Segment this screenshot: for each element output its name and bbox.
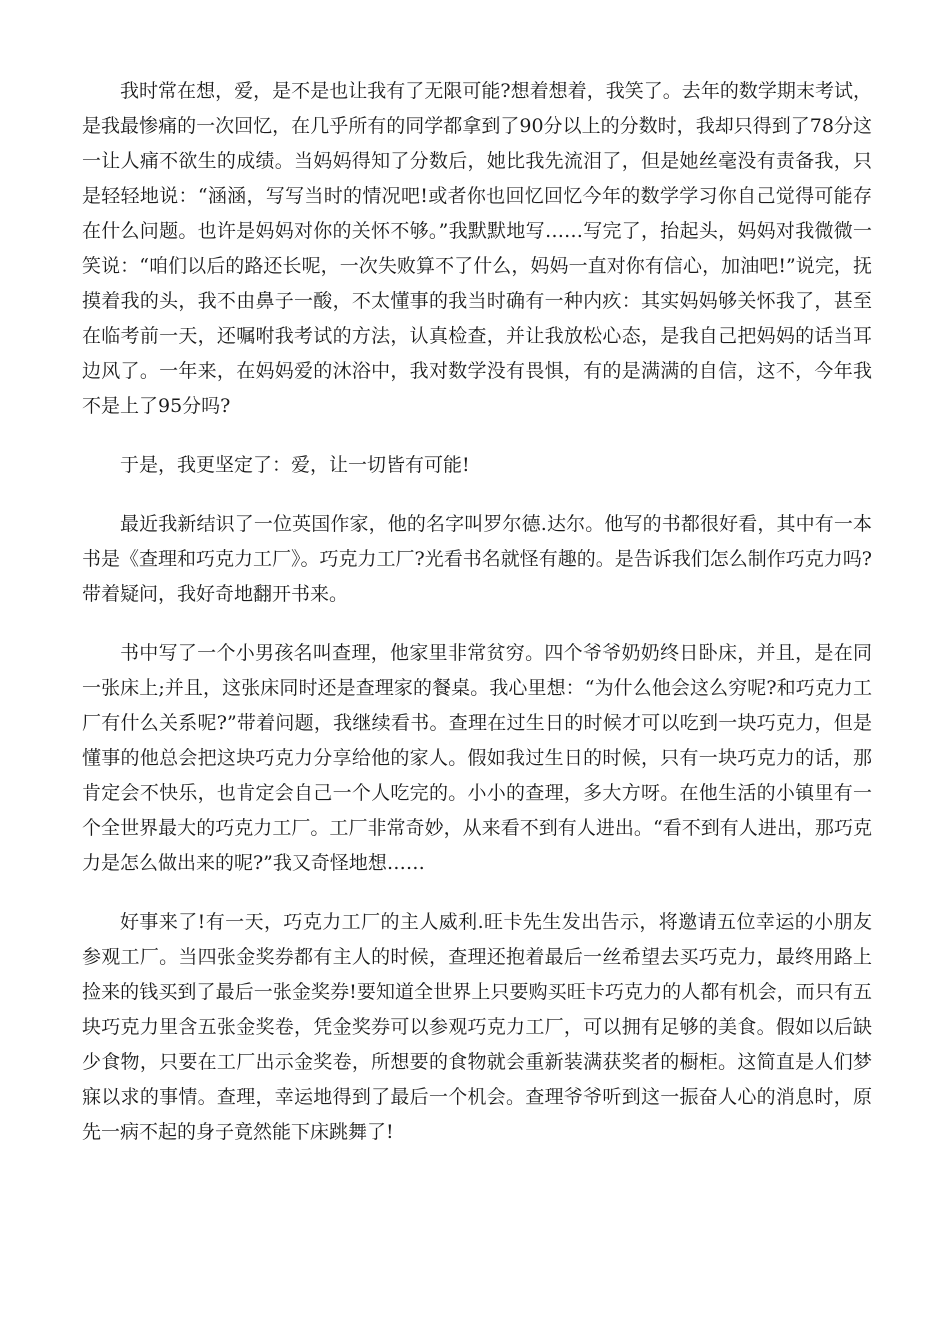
paragraph-math-exam: 我时常在想，爱，是不是也让我有了无限可能?想着想着，我笑了。去年的数学期末考试，是我最惨痛的一次回忆，在几乎所有的同学都拿到了90分以上的分数时，我却只得到了78分这一让人痛不欲生的成绩。当妈妈得知了分数后，她比我先流泪了，但是她丝毫没有责备我，只是轻轻地说：“涵涵，写写当时的情况吧!或者你也回忆回忆今年的数学学习你自己觉得可能存在什么问题。也许是妈妈对你的关怀不够。”我默默地写……写完了，抬起头，妈妈对我微微一笑说：“咱们以后的路还长呢，一次失败算不了什么，妈妈一直对你有信心，加油吧!”说完，抚摸着我的头，我不由鼻子一酸，不太懂事的我当时确有一种内疚：其实妈妈够关怀我了，甚至在临考前一天，还嘱咐我考试的方法，认真检查，并让我放松心态，是我自己把妈妈的话当耳边风了。一年来，在妈妈爱的沐浴中，我对数学没有畏惧，有的是满满的自信，这不，今年我不是上了95分吗? [82, 80, 872, 417]
paragraph-conclusion: 于是，我更坚定了：爱，让一切皆有可能! [120, 454, 470, 476]
paragraph-golden-ticket: 好事来了!有一天，巧克力工厂的主人威利.旺卡先生发出告示，将邀请五位幸运的小朋友参观工厂。当四张金奖券都有主人的时候，查理还抱着最后一丝希望去买巧克力，最终用路上捡来的钱买到了最后一张金奖券!要知道全世界上只要购买旺卡巧克力的人都有机会，而只有五块巧克力里含五张金奖卷，凭金奖券可以参观巧克力工厂，可以拥有足够的美食。假如以后缺少食物，只要在工厂出示金奖卷，所想要的食物就会重新装满获奖者的橱柜。这简直是人们梦寐以求的事情。查理，幸运地得到了最后一个机会。查理爷爷听到这一振奋人心的消息时，原先一病不起的身子竟然能下床跳舞了! [82, 911, 872, 1143]
paragraph-author-intro: 最近我新结识了一位英国作家，他的名字叫罗尔德.达尔。他写的书都很好看，其中有一本书是《查理和巧克力工厂》。巧克力工厂?光看书名就怪有趣的。是告诉我们怎么制作巧克力吗?带着疑问，我好奇地翻开书来。 [82, 513, 872, 605]
paragraph-charlie-story: 书中写了一个小男孩名叫查理，他家里非常贫穷。四个爷爷奶奶终日卧床，并且，是在同一张床上;并且，这张床同时还是查理家的餐桌。我心里想：“为什么他会这么穷呢?和巧克力工厂有什么关系呢?”带着问题，我继续看书。查理在过生日的时候才可以吃到一块巧克力，但是懂事的他总会把这块巧克力分享给他的家人。假如我过生日的时候，只有一块巧克力的话，那肯定会不快乐，也肯定会自己一个人吃完的。小小的查理，多大方呀。在他生活的小镇里有一个全世界最大的巧克力工厂。工厂非常奇妙，从来看不到有人进出。“看不到有人进出，那巧克力是怎么做出来的呢?”我又奇怪地想…… [82, 642, 872, 874]
document-page [82, 74, 872, 1174]
